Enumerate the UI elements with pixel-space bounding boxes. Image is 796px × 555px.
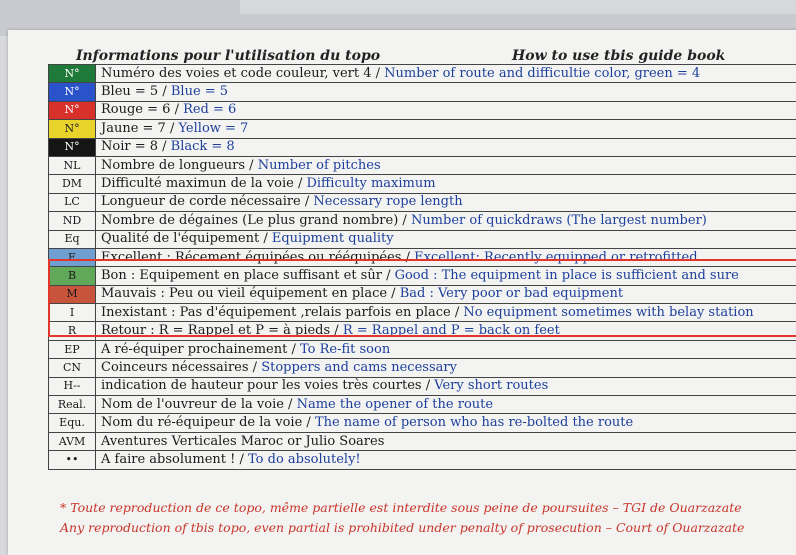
description-french: Qualité de l'équipement / [101,231,272,246]
legend-row [49,322,796,340]
legend-code: ND [49,212,96,230]
description-french: indication de hauteur pour les voies très courtes / [101,378,434,393]
legend-row [49,359,796,377]
description-french: Inexistant : Pas d'équipement ,relais parfois en place / [101,305,463,320]
description-french: Rouge = 6 / [101,102,183,117]
legend-description [96,83,796,101]
description-french: Coinceurs nécessaires / [101,360,261,375]
legend-description [96,396,796,414]
legend-code: N° [49,120,96,138]
legend-row [49,101,796,119]
legend-row [49,156,796,174]
description-english: Black = 8 [171,139,235,154]
description-french: A faire absolument ! / [101,452,248,467]
legend-description [96,156,796,174]
description-french: Bon : Equipement en place suffisant et sûr / [101,268,395,283]
legend-code: CN [49,359,96,377]
description-english: Good : The equipment in place is sufficient and sure [395,268,739,283]
legend-code: Equ. [49,414,96,432]
description-french: Retour : R = Rappel et P = à pieds / [101,323,343,338]
description-english: Excellent: Recently equipped or retrofitted [414,250,697,265]
footer-notice-french: * Toute reproduction de ce topo, même partielle est interdite sous peine de poursuites – TGI de Ouarzazate [60,500,742,515]
legend-row [49,377,796,395]
description-french: Numéro des voies et code couleur, vert 4 / [101,66,384,81]
legend-row [49,285,796,303]
legend-code: AVM [49,432,96,450]
legend-code: LC [49,193,96,211]
description-english: Difficulty maximum [306,176,435,191]
legend-description [96,432,796,450]
legend-description [96,230,796,248]
legend-description [96,377,796,395]
footer-notice-english: Any reproduction of tbis topo, even partial is prohibited under penalty of prosecution – Court of Ouarzazate [60,520,744,535]
description-english: To do absolutely! [248,452,361,467]
description-english: Bad : Very poor or bad equipment [400,286,623,301]
description-french: Bleu = 5 / [101,84,171,99]
legend-description [96,65,796,83]
legend-description [96,138,796,156]
legend-code: M [49,285,96,303]
legend-code: •• [49,451,96,469]
description-english: Name the opener of the route [297,397,493,412]
title-french: Informations pour l'utilisation du topo [76,48,380,64]
legend-code: H-- [49,377,96,395]
legend-description [96,267,796,285]
legend-row [49,83,796,101]
legend-row [49,175,796,193]
description-english: Number of pitches [258,158,381,173]
description-french: A ré-équiper prochainement / [101,342,300,357]
description-french: Longueur de corde nécessaire / [101,194,313,209]
description-english: To Re-fit soon [300,342,390,357]
legend-code: N° [49,65,96,83]
legend-row [49,230,796,248]
legend-code: NL [49,156,96,174]
description-english: Necessary rope length [313,194,462,209]
legend-code: DM [49,175,96,193]
legend-row [49,304,796,322]
description-french: Excellent : Récement équipées ou rééquipées / [101,250,414,265]
legend-description [96,285,796,303]
legend-code: EP [49,340,96,358]
description-english: R = Rappel and P = back on feet [343,323,560,338]
title-english: How to use tbis guide book [512,48,725,64]
legend-description [96,322,796,340]
legend-description [96,212,796,230]
legend-code: I [49,304,96,322]
legend-row [49,138,796,156]
description-english: Yellow = 7 [178,121,248,136]
legend-description [96,193,796,211]
legend-description [96,248,796,266]
description-french: Nom du ré-équipeur de la voie / [101,415,315,430]
description-english: Number of route and difficultie color, green = 4 [384,66,700,81]
legend-code: N° [49,138,96,156]
legend-row [49,65,796,83]
guide-page [8,30,796,555]
legend-code: N° [49,83,96,101]
description-french: Nombre de longueurs / [101,158,258,173]
legend-description [96,101,796,119]
description-english: Red = 6 [183,102,236,117]
description-french: Aventures Verticales Maroc or Julio Soares [101,434,384,449]
legend-code: E [49,248,96,266]
description-english: The name of person who has re-bolted the route [315,415,633,430]
legend-description [96,340,796,358]
legend-code: Eq [49,230,96,248]
description-english: Number of quickdraws (The largest number) [411,213,707,228]
legend-table [48,64,796,470]
description-english: Stoppers and cams necessary [261,360,457,375]
background-page-edge [240,0,796,14]
legend-row [49,432,796,450]
description-english: No equipment sometimes with belay station [463,305,753,320]
legend-row [49,340,796,358]
description-english: Very short routes [434,378,548,393]
legend-description [96,175,796,193]
description-french: Mauvais : Peu ou vieil équipement en place / [101,286,400,301]
legend-description [96,451,796,469]
legend-row [49,193,796,211]
legend-row [49,248,796,266]
description-english: Blue = 5 [171,84,228,99]
legend-row [49,212,796,230]
description-french: Jaune = 7 / [101,121,178,136]
legend-row [49,267,796,285]
legend-row [49,396,796,414]
legend-row [49,120,796,138]
legend-row [49,451,796,469]
legend-description [96,120,796,138]
legend-code: B [49,267,96,285]
legend-description [96,304,796,322]
legend-description [96,359,796,377]
legend-code: Real. [49,396,96,414]
description-french: Nom de l'ouvreur de la voie / [101,397,297,412]
description-french: Noir = 8 / [101,139,171,154]
legend-description [96,414,796,432]
description-french: Difficulté maximun de la voie / [101,176,306,191]
legend-code: R [49,322,96,340]
description-french: Nombre de dégaines (Le plus grand nombre) / [101,213,411,228]
legend-row [49,414,796,432]
description-english: Equipment quality [272,231,394,246]
legend-code: N° [49,101,96,119]
